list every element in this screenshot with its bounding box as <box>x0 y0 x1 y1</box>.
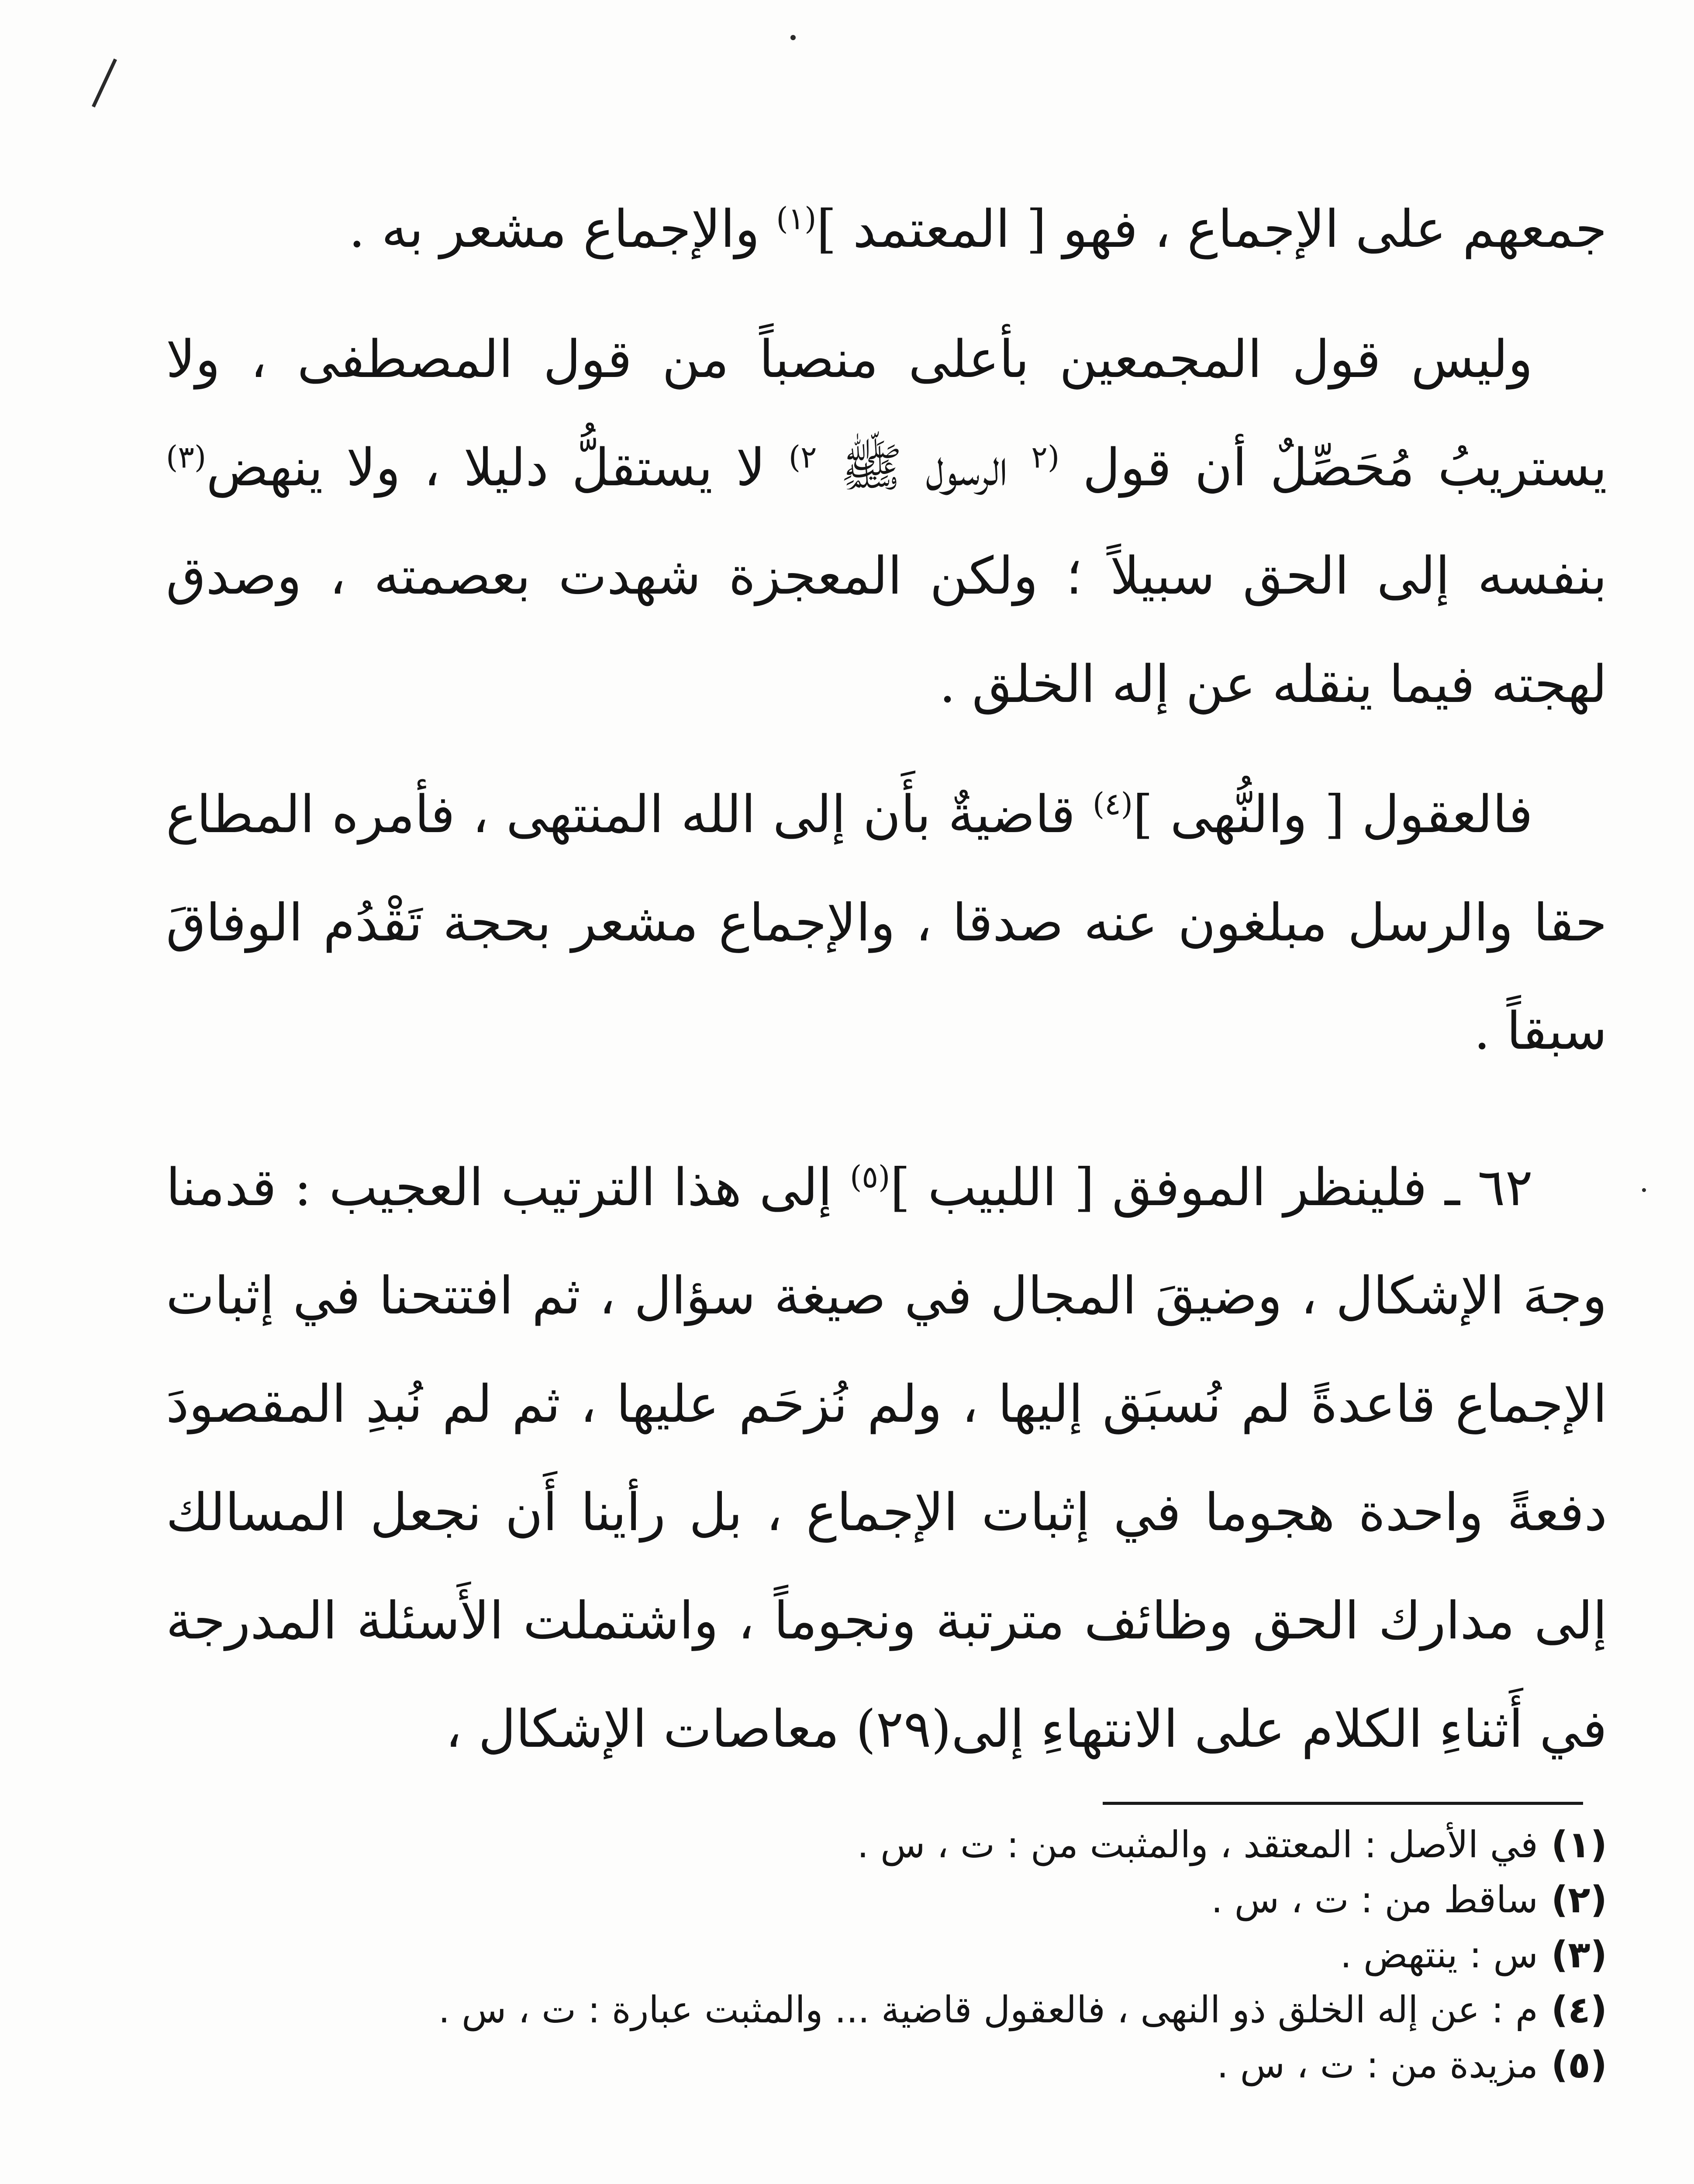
paragraph-3 <box>166 760 1607 1085</box>
paragraph-1 <box>166 175 1607 283</box>
footnote-text: س : ينتهض . <box>1340 1933 1538 1976</box>
footnote-number: (٥) <box>1551 2043 1607 2086</box>
footnote-reference[interactable]: (٢ <box>1031 439 1060 475</box>
paragraph-text: جمعهم على الإجماع ، فهو [ المعتمد ] <box>816 199 1607 259</box>
footnote-text: في الأصل : المعتقد ، والمثبت من : ت ، س . <box>857 1823 1538 1866</box>
footnote-number: (١) <box>1551 1823 1607 1866</box>
paragraph-text: الرسول ﷺ <box>817 437 1032 498</box>
footnote-separator-rule <box>1103 1802 1583 1805</box>
ink-dot <box>790 35 796 40</box>
main-text-body <box>166 175 1607 1783</box>
paragraph-text: قاضيةٌ بأَن إلى الله المنتهى ، فأمره المطاع حقا والرسل مبلغون عنه صدقا ، والإجماع مشعر بحجة تَقْدُم الوفاقَ سبقاً . <box>166 784 1607 1061</box>
footnote-number: (٣) <box>1551 1933 1607 1976</box>
pen-stroke-mark <box>92 59 117 107</box>
paragraph-2 <box>166 305 1607 738</box>
footnote-item <box>166 2037 1607 2092</box>
footnote-reference[interactable]: (١) <box>776 200 817 237</box>
paragraph-text: بنفسه إلى الحق سبيلاً ؛ ولكن المعجزة شهدت بعصمته ، وصدق لهجته فيما ينقله عن إله الخلق . <box>166 546 1607 714</box>
footnote-item <box>166 1927 1607 1982</box>
footnote-item <box>166 1817 1607 1872</box>
paragraph-text: فالعقول [ والنُّهى ] <box>1133 784 1533 844</box>
footnote-text: ساقط من : ت ، س . <box>1211 1878 1538 1921</box>
paragraph-text: لا يستقلُّ دليلا ، ولا ينهض <box>206 437 789 498</box>
footnote-text: مزيدة من : ت ، س . <box>1217 2043 1538 2086</box>
paragraph-text: ٦٢ ـ فلينظر الموفق [ اللبيب ] <box>890 1157 1533 1217</box>
footnote-reference[interactable]: (٤) <box>1092 786 1133 822</box>
footnote-reference[interactable]: (٥) <box>850 1159 890 1195</box>
paragraph-4 <box>166 1133 1607 1783</box>
footnote-item <box>166 1982 1607 2037</box>
footnote-reference[interactable]: (٣) <box>166 439 207 475</box>
footnote-reference[interactable]: ٢) <box>788 439 817 475</box>
paragraph-text: إلى هذا الترتيب العجيب : قدمنا وجهَ الإشكال ، وضيقَ المجال في صيغة سؤال ، ثم افتتحنا في إثبات الإجماع قاعدةً لم نُسبَق إليها ، ولم نُزحَم عليها ، ثم لم نُبدِ المقصودَ دفعةً واحدة هجوما في إثبات الإجماع ، بل رأينا أَن نجعل المسالك إلى مدارك الحق وظائف مترتبة ونجوماً ، واشتملت الأَسئلة المدرجة في أَثناءِ الكلام على الانتهاءِ إلى(٢٩) معاصات الإشكال ، <box>166 1157 1607 1759</box>
footnote-number: (٢) <box>1551 1878 1607 1921</box>
paragraph-text: والإجماع مشعر به . <box>348 199 776 259</box>
footnote-text: م : عن إله الخلق ذو النهى ، فالعقول قاضية ... والمثبت عبارة : ت ، س . <box>438 1988 1538 2031</box>
ink-dot <box>1642 1188 1646 1192</box>
footnote-item <box>166 1872 1607 1927</box>
footnote-number: (٤) <box>1551 1988 1607 2031</box>
paragraph-text: وليس قول المجمعين بأعلى منصباً من قول المصطفى ، ولا يستريبُ مُحَصِّلٌ أن قول <box>166 329 1608 498</box>
footnotes-section <box>166 1817 1607 2092</box>
